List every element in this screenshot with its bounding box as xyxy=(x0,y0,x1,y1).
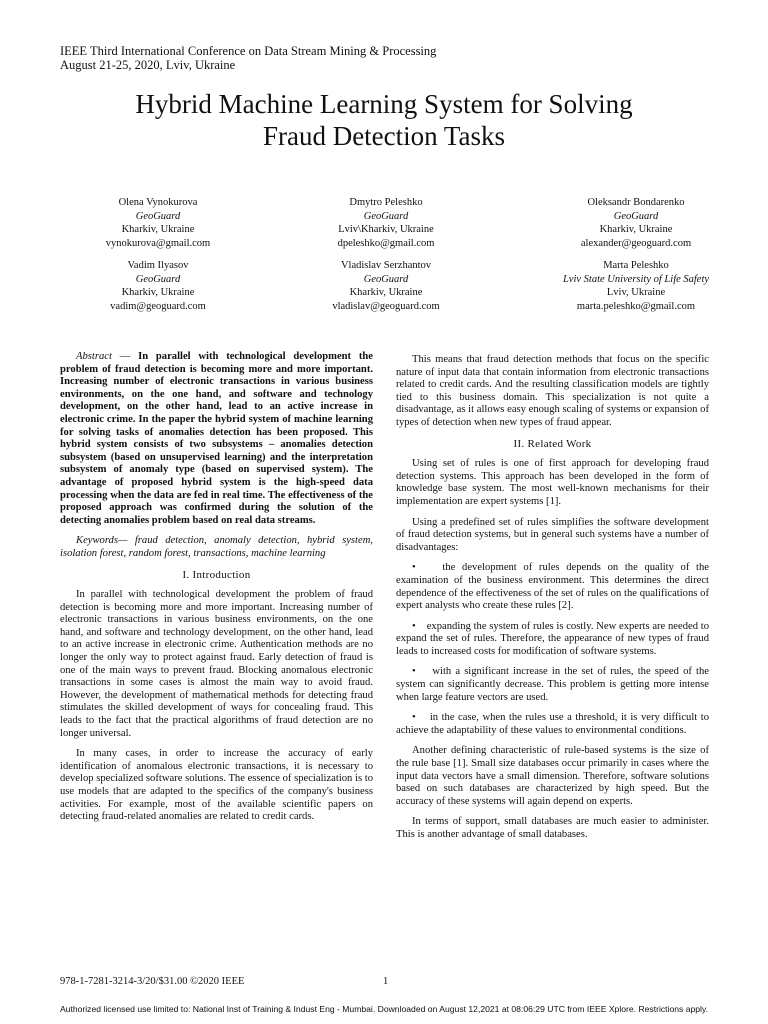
author-2: Dmytro Peleshko GeoGuard Lviv\Kharkiv, Ukraine dpeleshko@gmail.com xyxy=(337,197,435,249)
paragraph: In terms of support, small databases are much easier to administer. This is another advantage of small databases. xyxy=(396,816,709,840)
license-notice: Authorized licensed use limited to: National Inst of Training & Indust Eng - Mumbai. Downloaded on August 12,2021 at 08:06:29 UTC from IEEE Xplore. Restrictions apply. xyxy=(59,1004,709,1014)
author-3: Oleksandr Bondarenko GeoGuard Kharkiv, Ukraine alexander@geoguard.com xyxy=(580,197,692,249)
bullet-item: • the development of rules depends on the quality of the examination of the business environment. This determines the direct dependence of the effectiveness of the set of rules on the qualifications of expert analysts who create these rules [2]. xyxy=(396,562,710,612)
conference-header xyxy=(60,44,436,72)
paragraph: Another defining characteristic of rule-based systems is the size of the rule base [1]. Small size databases occur primarily in cases where the input data vectors have a small dimension. Therefore, software solutions based on such databases are characterized by high speed. But the accuracy of these systems will again depend on experts. xyxy=(396,745,709,807)
footer-isbn: 978-1-7281-3214-3/20/$31.00 ©2020 IEEE xyxy=(60,976,245,987)
page-number: 1 xyxy=(383,976,389,987)
author-1: Olena Vynokurova GeoGuard Kharkiv, Ukraine vynokurova@gmail.com xyxy=(105,197,211,249)
bullet-item: • with a significant increase in the set of rules, the speed of the system can significantly decrease. This problem is getting more intense when large feature vectors are used. xyxy=(396,666,709,703)
section-heading-introduction: I. Introduction xyxy=(182,568,251,581)
paragraph: This means that fraud detection methods that focus on the specific nature of input data that contain information from electronic transactions related to credit cards. And the resulting classification models are tightly tied to this business domain. This specialization is not quite a disadvantage, as it allows easy enough scaling of systems or expansion of types of detection when new types of fraud appear. xyxy=(396,354,709,428)
left-column xyxy=(60,351,373,832)
author-6: Marta Peleshko Lviv State University of Life Safety Lviv, Ukraine marta.peleshko@gmail.com xyxy=(562,260,710,312)
bullet-item: • expanding the system of rules is costly. New experts are needed to expand the set of rules. Therefore, the appearance of new types of fraud leads to increased costs for modification of software systems. xyxy=(396,620,709,657)
author-5: Vladislav Serzhantov GeoGuard Kharkiv, Ukraine vladislav@geoguard.com xyxy=(332,260,440,312)
bullet-item: • in the case, when the rules use a threshold, it is very difficult to achieve the adaptability of these values to environmental conditions. xyxy=(396,712,709,736)
paper-title: Hybrid Machine Learning System for Solving Fraud Detection Tasks xyxy=(135,89,633,151)
conference-date: August 21-25, 2020, Lviv, Ukraine xyxy=(60,58,236,72)
right-column xyxy=(396,354,709,850)
paragraph: In many cases, in order to increase the accuracy of early identification of anomalous electronic transactions, it is necessary to develop specialized software solutions. The essence of specialization is to use models that are adapted to the specifics of the company's business activities. For example, most of the available scientific papers on detecting fraud-related anomalies are related to credit cards. xyxy=(60,748,373,823)
paragraph: In parallel with technological development the problem of fraud detection is becoming more and more important. Increasing number of electronic transactions in various business environments, on the one hand, and software and technology development, on the other hand, lead to an active increase in electronic crime. Authentication methods are no longer the only way to protect against fraud. Early detection of fraud is one of the main ways to prevent fraud. Blocking anomalous electronic transactions in some cases is almost the main way to avoid fraud. However, the development of mathematical methods for detecting fraud stimulates the skilled development of ways for concealing fraud. This leads to the fact that the practical algorithms of fraud detection are no longer universal. xyxy=(60,589,373,739)
conference-name: IEEE Third International Conference on Data Stream Mining & Processing xyxy=(60,44,437,58)
abstract: Abstract — In parallel with technological development the problem of fraud detection is becoming more and more important. Increasing number of electronic transactions in various business environments, on the one hand, and software and technology development, on the other hand, lead to an active increase in electronic crime. In the paper the hybrid system of machine learning for solving tasks of anomalies detection has been proposed. This hybrid system consists of two subsystems – anomalies detection subsystem (based on unsupervised learning) and the interpretation subsystem of anomaly type (based on supervised system). The advantage of proposed hybrid system is the high-speed data processing when the data are fed in real time. The effectiveness of the proposed approach was confirmed during the solution of the detecting anomalies problem based on real data streams. xyxy=(60,351,373,526)
paragraph: Using set of rules is one of first approach for developing fraud detection systems. This approach has been developed in the form of knowledge base system. The most well-known mechanisms for their implementation are expert systems [1]. xyxy=(396,458,709,507)
keywords: Keywords— fraud detection, anomaly detection, hybrid system, isolation forest, random forest, transactions, machine learning xyxy=(60,535,373,559)
paragraph: Using a predefined set of rules simplifies the software development of fraud detection systems, but in general such systems have a number of disadvantages: xyxy=(396,516,709,553)
author-4: Vadim Ilyasov GeoGuard Kharkiv, Ukraine vadim@geoguard.com xyxy=(110,260,206,312)
section-heading-related-work: II. Related Work xyxy=(513,437,592,450)
